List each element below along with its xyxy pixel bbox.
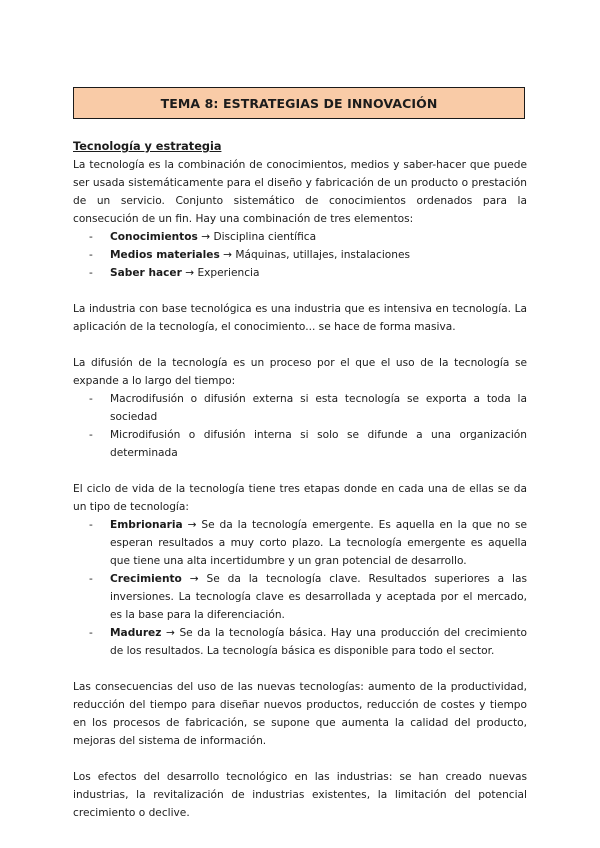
- list-item: [73, 228, 527, 246]
- bullet-dash: -: [89, 429, 93, 441]
- list-item-text: Microdifusión o difusión interna si solo se difunde a una organización determinada: [110, 429, 527, 459]
- page-title: TEMA 8: ESTRATEGIAS DE INNOVACIÓN: [73, 87, 525, 119]
- list-item-desc: → Disciplina científica: [197, 231, 317, 243]
- list-item-desc: → Se da la tecnología clave. Resultados superiores a las inversiones. La tecnología clave es desarrollada y aceptada por el mercado, es la base para la diferenciación.: [110, 573, 527, 621]
- list-item-term: Crecimiento: [110, 573, 182, 585]
- bullet-dash: -: [89, 573, 93, 585]
- bullet-dash: -: [89, 231, 93, 243]
- list-item-desc: → Se da la tecnología básica. Hay una producción del crecimiento de los resultados. La tecnología básica es disponible para todo el sector.: [110, 627, 527, 657]
- document-body: [73, 138, 527, 822]
- effects-paragraph: Los efectos del desarrollo tecnológico en las industrias: se han creado nuevas industrias, la revitalización de industrias existentes, la limitación del potencial crecimiento o declive.: [73, 771, 527, 819]
- list-item-text: Macrodifusión o difusión externa si esta tecnología se exporta a toda la sociedad: [110, 393, 527, 423]
- bullet-dash: -: [89, 249, 93, 261]
- list-item-term: Medios materiales: [110, 249, 220, 261]
- industry-paragraph: La industria con base tecnológica es una industria que es intensiva en tecnología. La aplicación de la tecnología, el conocimiento... se hace de forma masiva.: [73, 303, 527, 333]
- list-item: [73, 264, 527, 282]
- paragraph-gap: [73, 660, 527, 678]
- list-item: [73, 246, 527, 264]
- list-item: [73, 426, 527, 462]
- list-item-desc: → Se da la tecnología emergente. Es aquella en la que no se esperan resultados a muy corto plazo. La tecnología emergente es aquella que tiene una alta incertidumbre y un gran potencial de desarrollo.: [110, 519, 527, 567]
- diffusion-paragraph: La difusión de la tecnología es un proceso por el que el uso de la tecnología se expande a lo largo del tiempo:: [73, 357, 527, 387]
- intro-paragraph: La tecnología es la combinación de conocimientos, medios y saber-hacer que puede ser usada sistemáticamente para el diseño y fabricación de un producto o prestación de un servicio. Conjunto sistemático de conocimientos ordenados para la consecución de un fin. Hay una combinación de tres elementos:: [73, 159, 527, 225]
- list-item: [73, 570, 527, 624]
- lifecycle-paragraph: El ciclo de vida de la tecnología tiene tres etapas donde en cada una de ellas se da un tipo de tecnología:: [73, 483, 527, 513]
- list-item: [73, 516, 527, 570]
- paragraph-gap: [73, 750, 527, 768]
- paragraph-gap: [73, 462, 527, 480]
- list-item-desc: → Máquinas, utillajes, instalaciones: [219, 249, 411, 261]
- list-item-term: Saber hacer: [110, 267, 182, 279]
- elements-list: [73, 228, 527, 282]
- list-item: [73, 390, 527, 426]
- list-item-term: Conocimientos: [110, 231, 198, 243]
- bullet-dash: -: [89, 519, 93, 531]
- paragraph-gap: [73, 282, 527, 300]
- bullet-dash: -: [89, 627, 93, 639]
- list-item-term: Madurez: [110, 627, 162, 639]
- section-heading: Tecnología y estrategia: [73, 140, 222, 153]
- diffusion-list: [73, 390, 527, 462]
- list-item-desc: → Experiencia: [181, 267, 260, 279]
- bullet-dash: -: [89, 393, 93, 405]
- list-item: [73, 624, 527, 660]
- lifecycle-list: [73, 516, 527, 660]
- consequences-paragraph: Las consecuencias del uso de las nuevas tecnologías: aumento de la productividad, reducción del tiempo para diseñar nuevos productos, reducción de costes y tiempo en los procesos de fabricación, se supone que aumenta la calidad del producto, mejoras del sistema de información.: [73, 681, 527, 747]
- list-item-term: Embrionaria: [110, 519, 183, 531]
- bullet-dash: -: [89, 267, 93, 279]
- paragraph-gap: [73, 336, 527, 354]
